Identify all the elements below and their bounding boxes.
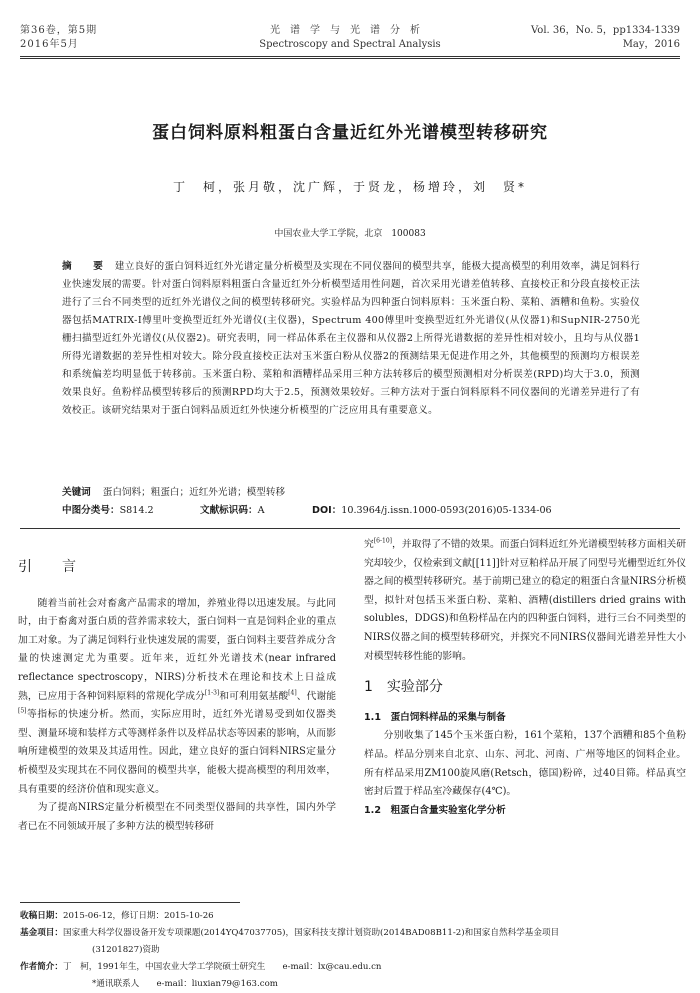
citation-4[interactable]: [4] xyxy=(288,689,297,697)
citation-6-10[interactable]: [6-10] xyxy=(373,537,392,545)
intro-heading: 引 言 xyxy=(18,559,84,575)
right-p1-text-b: 针对豆粕样品开展了同型号光栅型近红外仪器之间的模型转移研究。基于前期已建立的稳定的粗蛋白含量NIRS分析模型，拟针对包括玉米蛋白粉、菜粕、酒糟(distillers dried grains with solubles，DDGS)和鱼粉样品在内的四种蛋白饲料，进行三台不同类型的NIRS仪器之间的模型转移研究，并探究不同NIRS仪器间光谱差异性大小对模型转移性能的影响。 xyxy=(364,557,687,662)
intro-paragraph-2: 为了提高NIRS定量分析模型在不同类型仪器间的共享性，国内外学者已在不同领域开展了多种方法的模型转移研 xyxy=(18,802,336,832)
journal-title-cn: 光谱学与光谱分析 xyxy=(270,25,430,36)
section-rule xyxy=(20,528,680,529)
doi-value[interactable]: 10.3964/j.issn.1000-0593(2016)05-1334-06 xyxy=(341,505,552,516)
right-p1-start: 究 xyxy=(364,539,374,550)
right-paragraph-2: 分别收集了145个玉米蛋白粉，161个菜粕，137个酒糟和85个鱼粉样品。样品分别来自北京、山东、河北、河南、广州等地区的饲料企业。所有样品采用ZM100旋风磨(Retsch，德国)粉碎，过40目筛。样品真空密封后置于样品室冷藏保存(4℃)。 xyxy=(364,730,686,798)
keywords-text: 蛋白饲料；粗蛋白；近红外光谱；模型转移 xyxy=(102,487,286,498)
citation-11[interactable]: [11] xyxy=(475,557,496,569)
received-label: 收稿日期： xyxy=(20,911,63,921)
paper-title: 蛋白饲料原料粗蛋白含量近红外光谱模型转移研究 xyxy=(152,123,548,143)
bio-label: 作者简介： xyxy=(20,962,63,972)
header-rule-double xyxy=(20,58,680,59)
abstract-text: 建立良好的蛋白饲料近红外光谱定量分析模型及实现在不同仪器间的模型共享，能极大提高模型的利用效率，满足饲料行业快速发展的需要。针对蛋白饲料原料粗蛋白含量近红外分析模型适用性问题，首次采用光谱差值转移、直接校正和分段直接校正法进行了三台不同类型的近红外光谱仪之间的模型转移研究。实验样品为四种蛋白饲料原料：玉米蛋白粉、菜粕、酒糟和鱼粉。实验仪器包括MATRIX-Ⅰ傅里叶变换型近红外光谱仪(主仪器)，Spectrum 400傅里叶变换型近红外光谱仪(从仪器1)和SupNIR-2750光栅扫描型近红外光谱仪(从仪器2)。研究表明，同一样品体系在主仪器和从仪器2上所得光谱数据的差异性相对较小，且均与从仪器1所得光谱数据的差异性相对较大。除分段直接校正法对玉米蛋白粉从仪器2的预测结果无促进作用之外，其他模型的预测均方根误差和系统偏差均明显低于转移前。玉米蛋白粉、菜粕和酒糟样品采用三种方法转移后的模型预测相对分析误差(RPD)均大于3.0，预测效果良好。鱼粉样品模型转移后的预测RPD均大于2.5，预测效果较好。三种方法对于蛋白饲料原料不同仪器间的光谱差异进行了有效校正。该研究结果对于蛋白饲料品质近红外快速分析模型的广泛应用具有重要意义。 xyxy=(62,261,640,416)
subsection-1-2-heading: 1.2 粗蛋白含量实验室化学分析 xyxy=(364,804,506,816)
abstract-label: 摘 要 xyxy=(62,261,109,272)
intro-paragraph-1 xyxy=(18,595,336,800)
right-p1-text-a: ，并取得了不错的效果。而蛋白饲料近红外光谱模型转移方面相关研究却较少，仅检索到文献 xyxy=(364,539,687,569)
fund-label: 基金项目： xyxy=(20,928,63,938)
volume-cn: 第36卷，第5期 xyxy=(20,25,98,36)
date-cn: 2016年5月 xyxy=(20,39,79,50)
corresponding-author: *通讯联系人 e-mail：liuxian79@163.com xyxy=(92,979,278,989)
clc-value: S814.2 xyxy=(119,505,154,516)
doc-label: 文献标识码： xyxy=(200,505,258,516)
left-column xyxy=(18,540,336,836)
volume-en: Vol. 36，No. 5，pp1334-1339 xyxy=(531,25,680,36)
header-right xyxy=(531,24,680,52)
journal-title-en: Spectroscopy and Spectral Analysis xyxy=(259,39,441,50)
date-en: May，2016 xyxy=(622,39,680,50)
keywords xyxy=(62,484,640,502)
received-value: 2015-06-12，修订日期：2015-10-26 xyxy=(62,911,214,921)
header-rule xyxy=(20,56,680,57)
intro-p1-text-a: 随着当前社会对畜禽产品需求的增加，养殖业得以迅速发展。与此同时，由于畜禽对蛋白质的营养需求较大，蛋白饲料一直是饲料企业的重点加工对象。为了满足饲料行业快速发展的需要，蛋白饲料主要营养成分含量的快速测定尤为重要。近年来，近红外光谱技术(near infrared reflectance spectroscopy，NIRS)分析技术在理论和技术上日益成熟，已应用于各种饲料原料的常规化学成分 xyxy=(18,597,336,702)
running-header xyxy=(0,24,700,84)
citation-5[interactable]: [5] xyxy=(18,707,27,715)
funding xyxy=(20,925,690,942)
clc-number xyxy=(62,502,154,520)
funding-cont: (31201827)资助 xyxy=(92,945,160,955)
footnotes xyxy=(20,908,690,993)
doc-value: A xyxy=(257,505,265,516)
doc-code xyxy=(200,502,265,520)
doi xyxy=(312,502,552,520)
intro-p1-text-d: 等指标的快速分析。然而，实际应用时，近红外光谱易受到如仪器类型、测量环境和装样方式等测样条件以及样品状态等因素的影响，从而影响所建模型的效果及其适用性。因此，建立良好的蛋白饲料NIRS定量分析模型及实现其在不同仪器间的模型共享，能极大提高模型的利用效率，具有重要的经济价值和现实意义。 xyxy=(18,709,336,795)
section-1-heading: 1 实验部分 xyxy=(364,679,443,696)
intro-p1-text-c: 、代谢能 xyxy=(296,690,337,702)
intro-p1-text-b: 和可利用氨基酸 xyxy=(219,690,289,702)
doi-label: DOI： xyxy=(312,505,342,516)
affiliation: 中国农业大学工学院，北京 100083 xyxy=(274,229,426,239)
footnote-rule xyxy=(20,902,240,903)
clc-label: 中图分类号： xyxy=(62,505,120,516)
subsection-1-1-heading: 1.1 蛋白饲料样品的采集与制备 xyxy=(364,711,506,723)
author-bio xyxy=(20,959,690,976)
author-list: 丁 柯，张月敬，沈广辉，于贤龙，杨增玲，刘 贤* xyxy=(172,180,527,194)
bio-value: 丁 柯，1991年生，中国农业大学工学院硕士研究生 e-mail：lx@cau.edu.cn xyxy=(62,962,382,972)
right-paragraph-1: 究[6-10]，并取得了不错的效果。而蛋白饲料近红外光谱模型转移方面相关研究却较少，仅检索到文献[[11]]针对豆粕样品开展了同型号光栅型近红外仪器之间的模型转移研究。基于前期已建立的稳定的粗蛋白含量NIRS分析模型，拟针对包括玉米蛋白粉、菜粕、酒糟(distillers dried grains with solubles，DDGS)和鱼粉样品在内的四种蛋白饲料，进行三台不同类型的NIRS仪器之间的模型转移研究，并探究不同NIRS仪器间光谱差异性大小对模型转移性能的影响。 xyxy=(364,537,687,662)
citation-1-3[interactable]: [1-3] xyxy=(204,689,220,697)
abstract xyxy=(62,258,640,420)
right-column xyxy=(364,536,686,820)
received-date xyxy=(20,908,690,925)
fund-value: 国家重大科学仪器设备开发专项课题(2014YQ47037705)，国家科技支撑计划资助(2014BAD08B11-2)和国家自然科学基金项目 xyxy=(62,928,560,938)
keywords-label: 关键词 xyxy=(62,487,91,498)
